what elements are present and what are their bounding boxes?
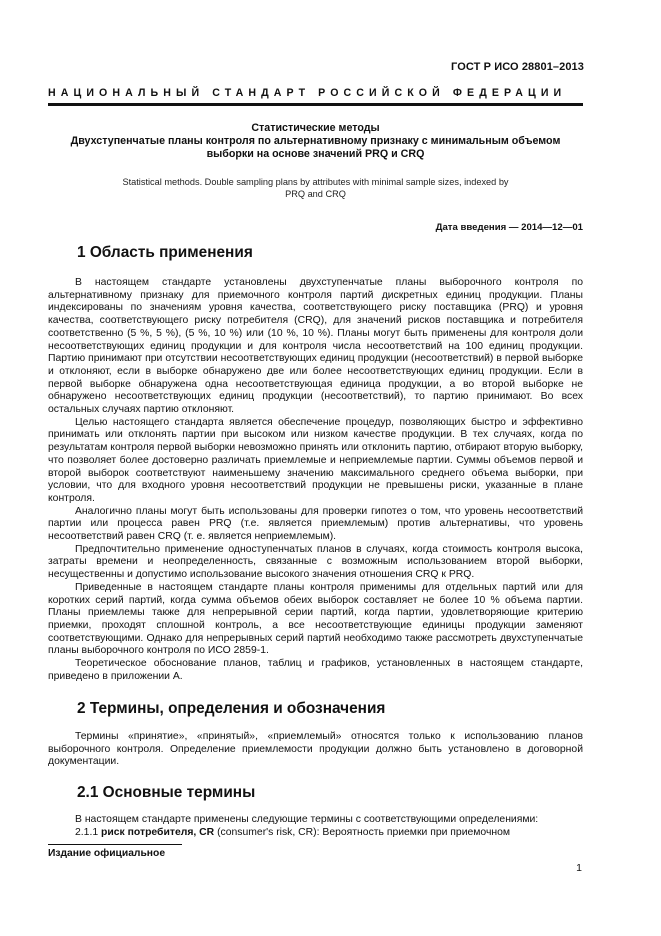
term-name: риск потребителя, CR (101, 826, 215, 838)
title-ru-line-1: Статистические методы (251, 122, 380, 134)
header-rule (48, 103, 583, 106)
paragraph: Аналогично планы могут быть использованы для проверки гипотез о том, что уровень несоответствий партии или процесса равен PRQ (т.е. является приемлемым) против альтернативы, что уровень несоответствий равен CRQ (т. е. является неприемлемым). (48, 505, 583, 543)
title-en-line-1: Statistical methods. Double sampling plans by attributes with minimal sample sizes, indexed by (122, 176, 509, 187)
title-en-line-2: PRQ and CRQ (285, 188, 346, 199)
paragraph: Приведенные в настоящем стандарте планы контроля применимы для отдельных партий или для коротких серий партий, когда сумма объемов обеих выборок составляет не более 10 % объема партии. Планы приемлемы также для непрерывной серии партий, когда партии, удовлетворяющие критерию приемки, проходят сплошной контроль, а все несоответствующие единицы продукции заменяют соответствующими. Однако для непрерывных серий партий необходимо также рассмотреть двухступенчатые планы выборочного контроля по ИСО 2859-1. (48, 581, 583, 657)
standard-caption: НАЦИОНАЛЬНЫЙ СТАНДАРТ РОССИЙСКОЙ ФЕДЕРАЦИИ (48, 87, 567, 99)
section-body-basic-terms (48, 814, 583, 839)
section-heading-basic-terms: 2.1 Основные термины (77, 784, 256, 801)
paragraph: Теоретическое обоснование планов, таблиц и графиков, установленных в настоящем стандарте, приведено в приложении А. (48, 658, 583, 682)
page-number: 1 (576, 862, 582, 874)
term-definition (48, 827, 583, 840)
title-ru (60, 122, 571, 162)
paragraph: Термины «принятие», «принятый», «приемлемый» относятся только к использованию планов выборочного контроля. Определение приемлемости продукции должно быть установлено в договорной документации. (48, 731, 583, 768)
paragraph: В настоящем стандарте установлены двухступенчатые планы выборочного контроля по альтернативному признаку для приемочного контроля партий дискретных единиц продукции. Планы индексированы по значениям уровня качества, соответствующего риску поставщика (PRQ) и уровня качества, соответствующего риску потребителя (CRQ), для значений рисков поставщика и потребителя соответственно (5 %, 5 %), (5 %, 10 %) или (10 %, 10 %). Планы могут быть применены для контроля доли несоответствующих единиц продукции и для контроля числа несоответствий на 100 единиц продукции. Партию принимают при отсутствии несоответствующих единиц продукции (несоответствий) в первой выборке и отклоняют, если в выборке обнаружено две или более несоответствующих единиц продукции. Если в первой выборке обнаружена одна несоответствующая единица продукции, а во второй выборке не обнаружено несоответствующих единиц продукции (несоответствий), то партию принимают. Во всех остальных случаях партию отклоняют. (48, 277, 583, 416)
term-number: 2.1.1 (75, 826, 99, 838)
section-heading-terms: 2 Термины, определения и обозначения (77, 700, 386, 717)
title-ru-line-2: Двухступенчатые планы контроля по альтернативному признаку с минимальным объемом (70, 135, 561, 148)
title-ru-line-3: выборки на основе значений PRQ и CRQ (206, 148, 425, 161)
footer-rule (48, 844, 182, 845)
document-number: ГОСТ Р ИСО 28801–2013 (451, 61, 584, 73)
paragraph: Предпочтительно применение одноступенчатых планов в случаях, когда стоимость контроля высока, затраты времени и неопределенность, связанные с возможным использованием второй выборки, несущественны и допустимо использование высокого значения отношения CRQ к PRQ. (48, 543, 583, 581)
term-text: (consumer's risk, CR): Вероятность приемки при приемочном (214, 826, 511, 838)
intro-date: Дата введения — 2014—12—01 (435, 222, 583, 233)
paragraph: Целью настоящего стандарта является обеспечение процедур, позволяющих быстро и эффективно принимать или отклонять партии при высоком или низком качестве продукции. В тех случаях, когда по результатам контроля первой выборки невозможно принять или отклонить партию, отбирают вторую выборку, что позволяет более достоверно различать приемлемые и неприемлемые партии. Суммы объемов первой и второй выборок соответствуют наименьшему значению максимального среднего объема выборки, при условии, что для входного уровня несоответствий продукции не превышены риски, указанные в плане контроля. (48, 416, 583, 504)
section-body-scope (48, 277, 583, 684)
section-heading-scope: 1 Область применения (77, 244, 253, 261)
title-en (60, 176, 571, 200)
paragraph: В настоящем стандарте применены следующие термины с соответствующими определениями: (75, 814, 539, 825)
section-body-terms (48, 731, 583, 769)
title-block (60, 122, 571, 200)
edition-label: Издание официальное (48, 848, 166, 859)
